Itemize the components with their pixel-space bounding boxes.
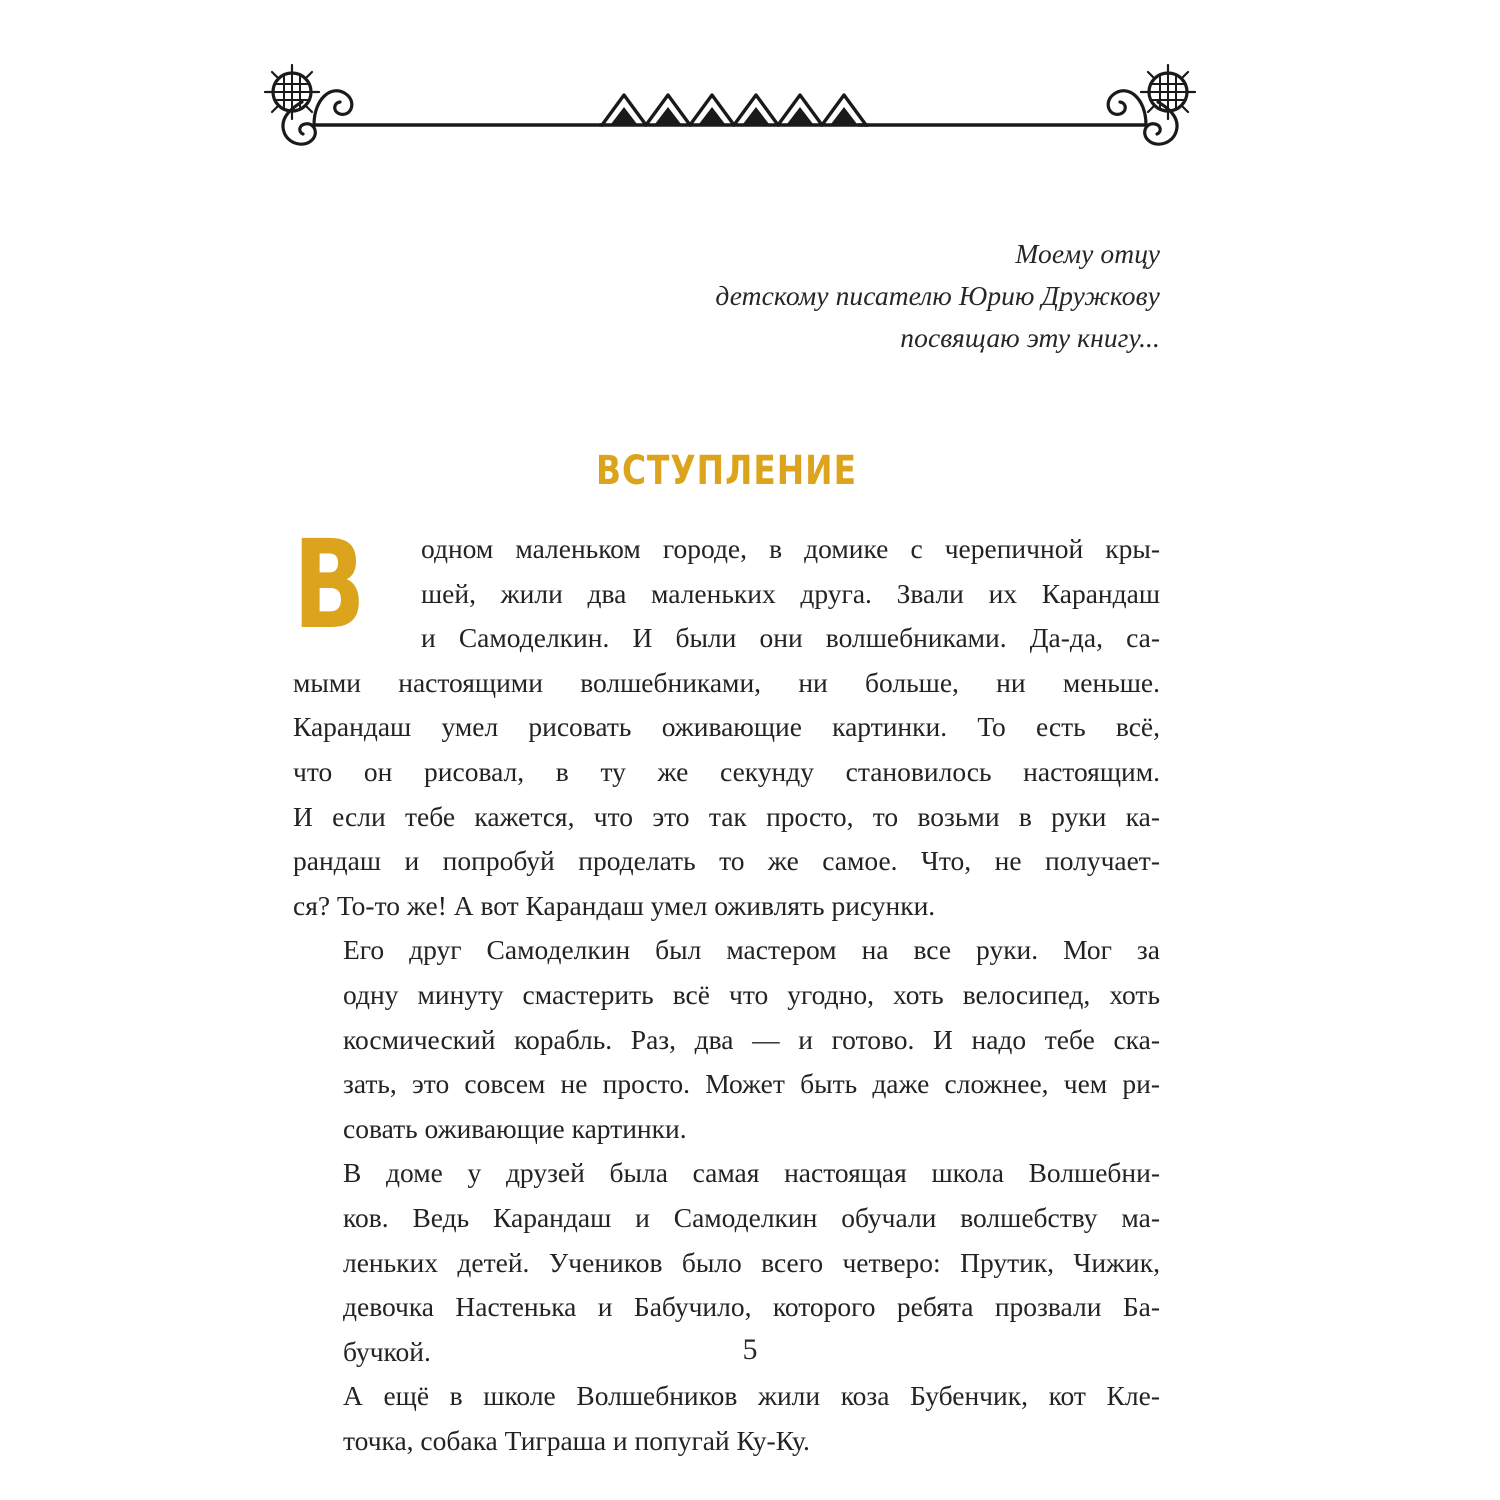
text-line: что он рисовал, в ту же секунду становилось настоящим.: [293, 755, 1160, 787]
paragraph-2: [293, 928, 1160, 1151]
text-line: одну минуту смастерить всё что угодно, хоть велосипед, хоть: [343, 978, 1160, 1010]
dedication-block: [293, 233, 1160, 359]
page-number: 5: [742, 1333, 758, 1366]
text-line: шей, жили два маленьких друга. Звали их Карандаш: [421, 577, 1160, 609]
text-line: рандаш и попробуй проделать то же самое. Что, не получает-: [293, 845, 1160, 877]
section-title: ВСТУПЛЕНИЕ: [596, 448, 857, 494]
drop-cap: В: [293, 514, 366, 656]
text-line: девочка Настенька и Бабучило, которого ребята прозвали Ба-: [343, 1291, 1160, 1323]
text-line: В доме у друзей была самая настоящая школа Волшебни-: [343, 1157, 1160, 1189]
text-line: мыми настоящими волшебниками, ни больше, ни меньше.: [293, 666, 1160, 698]
paragraph-1: [293, 514, 1160, 928]
text-line: космический корабль. Раз, два — и готово. И надо тебе ска-: [343, 1023, 1160, 1055]
text-line: А ещё в школе Волшебников жили коза Бубенчик, кот Кле-: [343, 1380, 1160, 1412]
text-line: Его друг Самоделкин был мастером на все руки. Мог за: [343, 934, 1160, 966]
body-text-column: [293, 514, 1160, 1463]
text-line: зать, это совсем не просто. Может быть даже сложнее, чем ри-: [343, 1068, 1160, 1100]
text-line: Карандаш умел рисовать оживающие картинки. То есть всё,: [293, 711, 1160, 743]
text-line: совать оживающие картинки.: [343, 1112, 687, 1144]
paragraph-4: [293, 1374, 1160, 1463]
text-line: леньких детей. Учеников было всего четверо: Прутик, Чижик,: [343, 1246, 1160, 1278]
dedication-line-2: детскому писателю Юрию Дружкову: [715, 280, 1160, 311]
text-line: бучкой.: [343, 1335, 431, 1367]
text-line: ся? То-то же! А вот Карандаш умел оживлять рисунки.: [293, 889, 936, 921]
text-line: И если тебе кажется, что это так просто, то возьми в руки ка-: [293, 800, 1160, 832]
text-line: одном маленьком городе, в домике с черепичной кры-: [421, 533, 1160, 564]
dedication-line-1: Моему отцу: [1015, 238, 1160, 269]
decorative-header-ornament-icon: [262, 62, 1197, 160]
text-line: точка, собака Тиграша и попугай Ку-Ку.: [343, 1424, 810, 1456]
dedication-line-3: посвящаю эту книгу...: [900, 322, 1160, 353]
text-line: ков. Ведь Карандаш и Самоделкин обучали волшебству ма-: [343, 1201, 1160, 1233]
text-line: и Самоделкин. И были они волшебниками. Да-да, са-: [421, 622, 1160, 654]
